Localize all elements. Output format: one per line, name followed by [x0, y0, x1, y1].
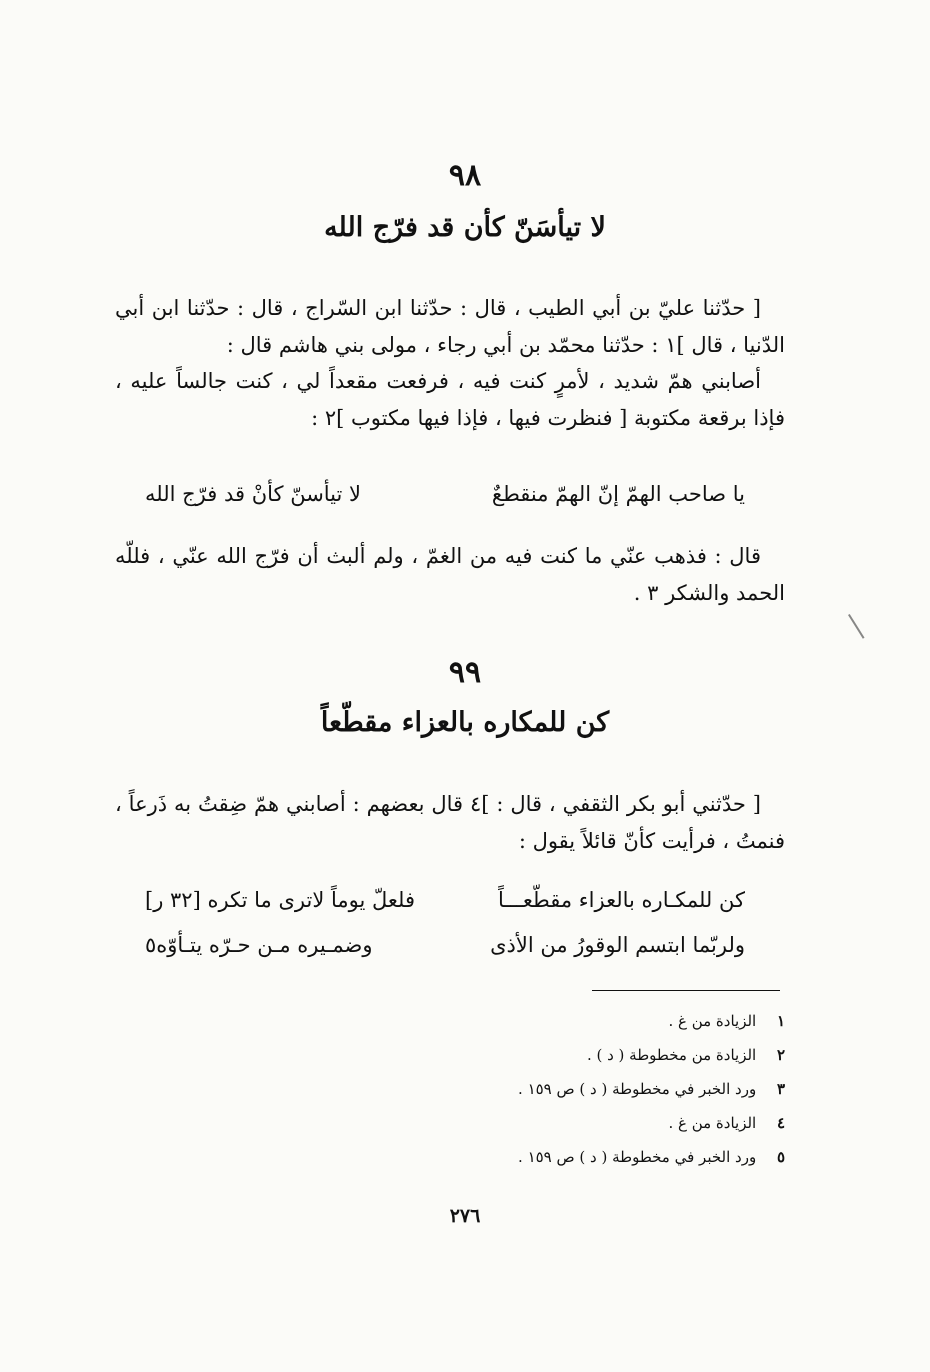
section-98-number: ٩٨: [448, 158, 482, 193]
section-99-verse-1: [145, 888, 745, 912]
section-99-para-1: [ حدّثني أبو بكر الثقفي ، قال : ]٤ قال بعضهم : أصابني همّ ضِقتُ به ذَرعاً ، فنمتُ ، فرأيت كأنّ قائلاً يقول :: [115, 792, 785, 853]
section-98-closing: [115, 538, 785, 611]
section-99-text: [115, 786, 785, 859]
footnote-text: ورد الخبر في مخطوطة ( د ) ص ١٥٩ .: [518, 1080, 757, 1098]
footnote-number: ٣: [776, 1080, 785, 1098]
footnote-number: ١: [776, 1012, 785, 1030]
footnote-item: [285, 1106, 785, 1140]
footnote-text: الزيادة من غ .: [668, 1012, 757, 1030]
footnote-separator: [592, 990, 780, 991]
footnote-number: ٢: [776, 1046, 785, 1064]
section-98-para-3: قال : فذهب عنّي ما كنت فيه من الغمّ ، ولم ألبث أن فرّج الله عنّي ، فللّه الحمد والشكر ٣ .: [115, 544, 785, 605]
verse-second-hemistich: لا تيأسنّ كأنْ قد فرّج الله: [145, 482, 362, 506]
section-98-text: [115, 290, 785, 436]
verse-second-hemistich: وضمـيره مـن حـرّه يتـأوّه٥: [145, 933, 373, 957]
section-98-para-2: أصابني همّ شديد ، لأمرٍ كنت فيه ، فرفعت مقعداً لي ، كنت جالساً عليه ، فإذا برقعة مكتوبة [ فنظرت فيها ، فإذا فيها مكتوب ]٢ :: [115, 369, 785, 430]
footnote-text: ورد الخبر في مخطوطة ( د ) ص ١٥٩ .: [518, 1148, 757, 1166]
section-98-para-1: [ حدّثنا عليّ بن أبي الطيب ، قال : حدّثنا ابن السّراج ، قال : حدّثنا ابن أبي الدّنيا ، قال ]١ : حدّثنا محمّد بن أبي رجاء ، مولى بني هاشم قال :: [115, 296, 785, 357]
section-99-verse-2: [145, 933, 745, 957]
section-98-title: لا تيأسَنّ كأن قد فرّج الله: [324, 212, 606, 243]
section-98-verse: [145, 482, 745, 506]
verse-first-hemistich: كن للمكـاره بالعزاء مقطّعـــاً: [498, 888, 745, 912]
footnote-item: [285, 1004, 785, 1038]
footnote-item: [285, 1038, 785, 1072]
footnote-text: الزيادة من مخطوطة ( د ) .: [586, 1046, 757, 1064]
verse-first-hemistich: ولربّما ابتسم الوقورُ من الأذى: [490, 933, 745, 957]
footnote-number: ٤: [776, 1114, 785, 1132]
verse-first-hemistich: يا صاحب الهمّ إنّ الهمّ منقطعٌ: [491, 482, 745, 506]
footnote-item: [285, 1072, 785, 1106]
footnote-text: الزيادة من غ .: [668, 1114, 757, 1132]
section-99-number: ٩٩: [448, 655, 482, 690]
footnote-item: [285, 1140, 785, 1174]
scan-mark: [848, 614, 865, 639]
page-number: ٢٧٦: [449, 1205, 481, 1227]
verse-second-hemistich: فلعلّ يوماً لاترى ما تكره [٣٢ ر]: [145, 888, 416, 912]
footnote-number: ٥: [776, 1148, 785, 1166]
section-99-title: كن للمكاره بالعزاء مقطّعاً: [320, 707, 610, 738]
footnotes: [285, 1004, 785, 1174]
